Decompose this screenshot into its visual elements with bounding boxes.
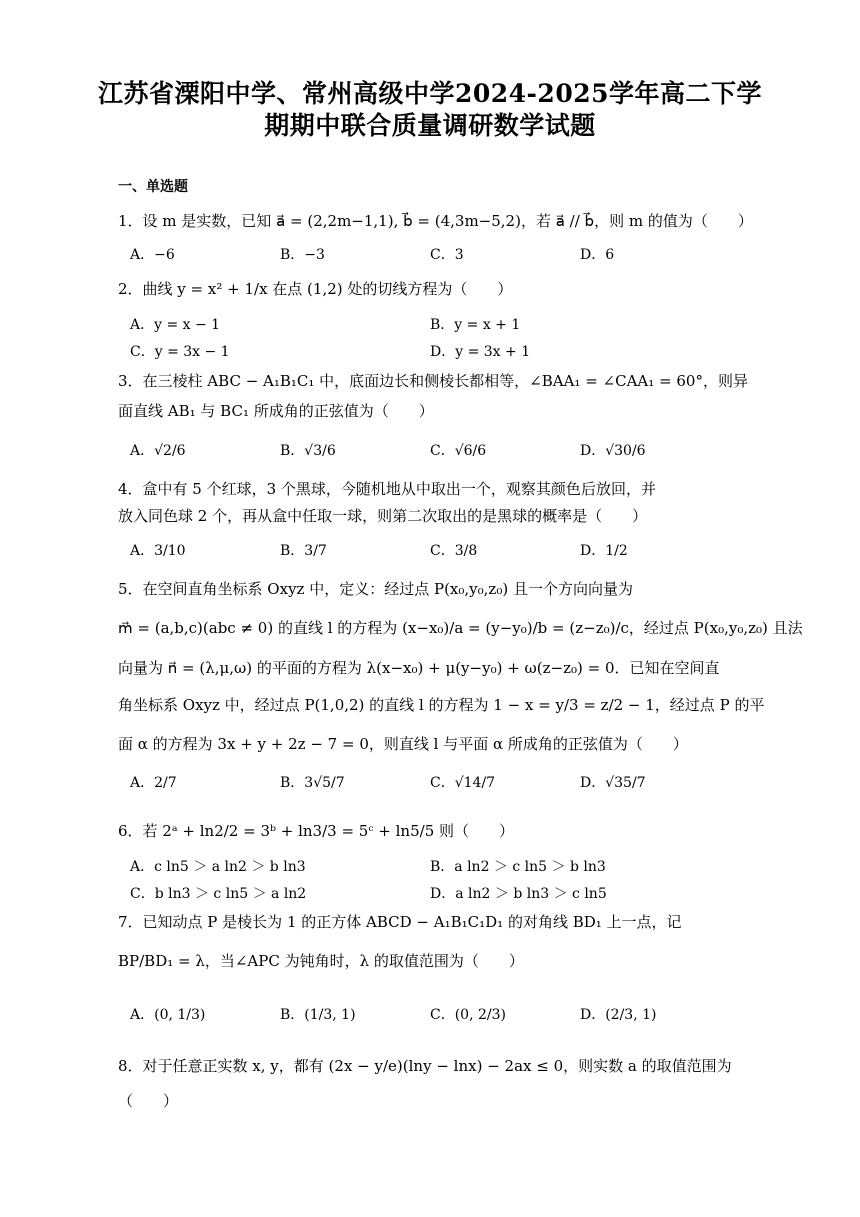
question-4-line2: 放入同色球 2 个，再从盒中任取一球，则第二次取出的是黑球的概率是（ ） [118, 507, 648, 525]
q4-option-a: A．3/10 [130, 543, 186, 559]
question-6-text: 6．若 2ᵃ + ln2/2 = 3ᵇ + ln3/3 = 5ᶜ + ln5/5 则（ ） [118, 822, 515, 840]
question-5-line2: m⃗ = (a,b,c)(abc ≠ 0) 的直线 l 的方程为 (x−x₀)/a = (y−y₀)/b = (z−z₀)/c，经过点 P(x₀,y₀,z₀) 且法 [118, 619, 803, 637]
question-5-line1: 5．在空间直角坐标系 Oxyz 中，定义：经过点 P(x₀,y₀,z₀) 且一个方向向量为 [118, 580, 633, 598]
question-8-line2: （ ） [118, 1092, 179, 1110]
q7-option-a: A．(0, 1/3) [130, 1007, 206, 1023]
question-5-line5: 面 α 的方程为 3x + y + 2z − 7 = 0，则直线 l 与平面 α 所成角的正弦值为（ ） [118, 735, 688, 753]
q3-option-d: D．√30/6 [580, 443, 646, 459]
question-5-line3: 向量为 n⃗ = (λ,μ,ω) 的平面的方程为 λ(x−x₀) + μ(y−y₀) + ω(z−z₀) = 0．已知在空间直 [118, 659, 720, 677]
q4-option-b: B．3/7 [280, 543, 327, 559]
question-2-text: 2．曲线 y = x² + 1/x 在点 (1,2) 处的切线方程为（ ） [118, 280, 513, 298]
section-heading: 一、单选题 [118, 179, 188, 195]
q7-option-c: C．(0, 2/3) [430, 1007, 506, 1023]
q2-option-b: B．y = x + 1 [430, 317, 521, 333]
exam-title-line1: 江苏省溧阳中学、常州高级中学2024-2025学年高二下学 [97, 79, 763, 108]
q6-option-c: C．b ln3 ＞ c ln5 ＞ a ln2 [130, 886, 307, 902]
question-4-line1: 4．盒中有 5 个红球，3 个黑球，今随机地从中取出一个，观察其颜色后放回，并 [118, 480, 656, 498]
q5-option-b: B．3√5/7 [280, 775, 345, 791]
q1-option-b: B．−3 [280, 247, 325, 263]
q6-option-b: B．a ln2 ＞ c ln5 ＞ b ln3 [430, 859, 606, 875]
q3-option-a: A．√2/6 [130, 443, 186, 459]
q2-option-c: C．y = 3x − 1 [130, 344, 230, 360]
q1-option-d: D．6 [580, 247, 615, 263]
q5-option-a: A．2/7 [130, 775, 177, 791]
q3-option-b: B．√3/6 [280, 443, 336, 459]
q1-option-a: A．−6 [130, 247, 175, 263]
q3-option-c: C．√6/6 [430, 443, 487, 459]
q6-option-d: D．a ln2 ＞ b ln3 ＞ c ln5 [430, 886, 607, 902]
exam-title-line2: 期期中联合质量调研数学试题 [264, 111, 596, 140]
question-7-line1: 7．已知动点 P 是棱长为 1 的正方体 ABCD − A₁B₁C₁D₁ 的对角线 BD₁ 上一点，记 [118, 913, 682, 931]
q7-option-d: D．(2/3, 1) [580, 1007, 657, 1023]
q2-option-a: A．y = x − 1 [130, 317, 221, 333]
q5-option-c: C．√14/7 [430, 775, 496, 791]
question-5-line4: 角坐标系 Oxyz 中，经过点 P(1,0,2) 的直线 l 的方程为 1 − x = y/3 = z/2 − 1，经过点 P 的平 [118, 696, 765, 714]
q2-option-d: D．y = 3x + 1 [430, 344, 531, 360]
q1-option-c: C．3 [430, 247, 464, 263]
question-8-line1: 8．对于任意正实数 x, y，都有 (2x − y/e)(lny − lnx) − 2ax ≤ 0，则实数 a 的取值范围为 [118, 1057, 732, 1075]
question-3-line1: 3．在三棱柱 ABC − A₁B₁C₁ 中，底面边长和侧棱长都相等，∠BAA₁ = ∠CAA₁ = 60°，则异 [118, 372, 748, 390]
question-3-line2: 面直线 AB₁ 与 BC₁ 所成角的正弦值为（ ） [118, 402, 434, 420]
q5-option-d: D．√35/7 [580, 775, 646, 791]
q7-option-b: B．(1/3, 1) [280, 1007, 356, 1023]
q4-option-d: D．1/2 [580, 543, 628, 559]
question-7-line2: BP/BD₁ = λ，当∠APC 为钝角时，λ 的取值范围为（ ） [118, 952, 524, 970]
q4-option-c: C．3/8 [430, 543, 478, 559]
question-1-text: 1．设 m 是实数，已知 a⃗ = (2,2m−1,1), b⃗ = (4,3m−5,2)，若 a⃗ // b⃗，则 m 的值为（ ） [118, 212, 753, 230]
q6-option-a: A．c ln5 ＞ a ln2 ＞ b ln3 [130, 859, 306, 875]
